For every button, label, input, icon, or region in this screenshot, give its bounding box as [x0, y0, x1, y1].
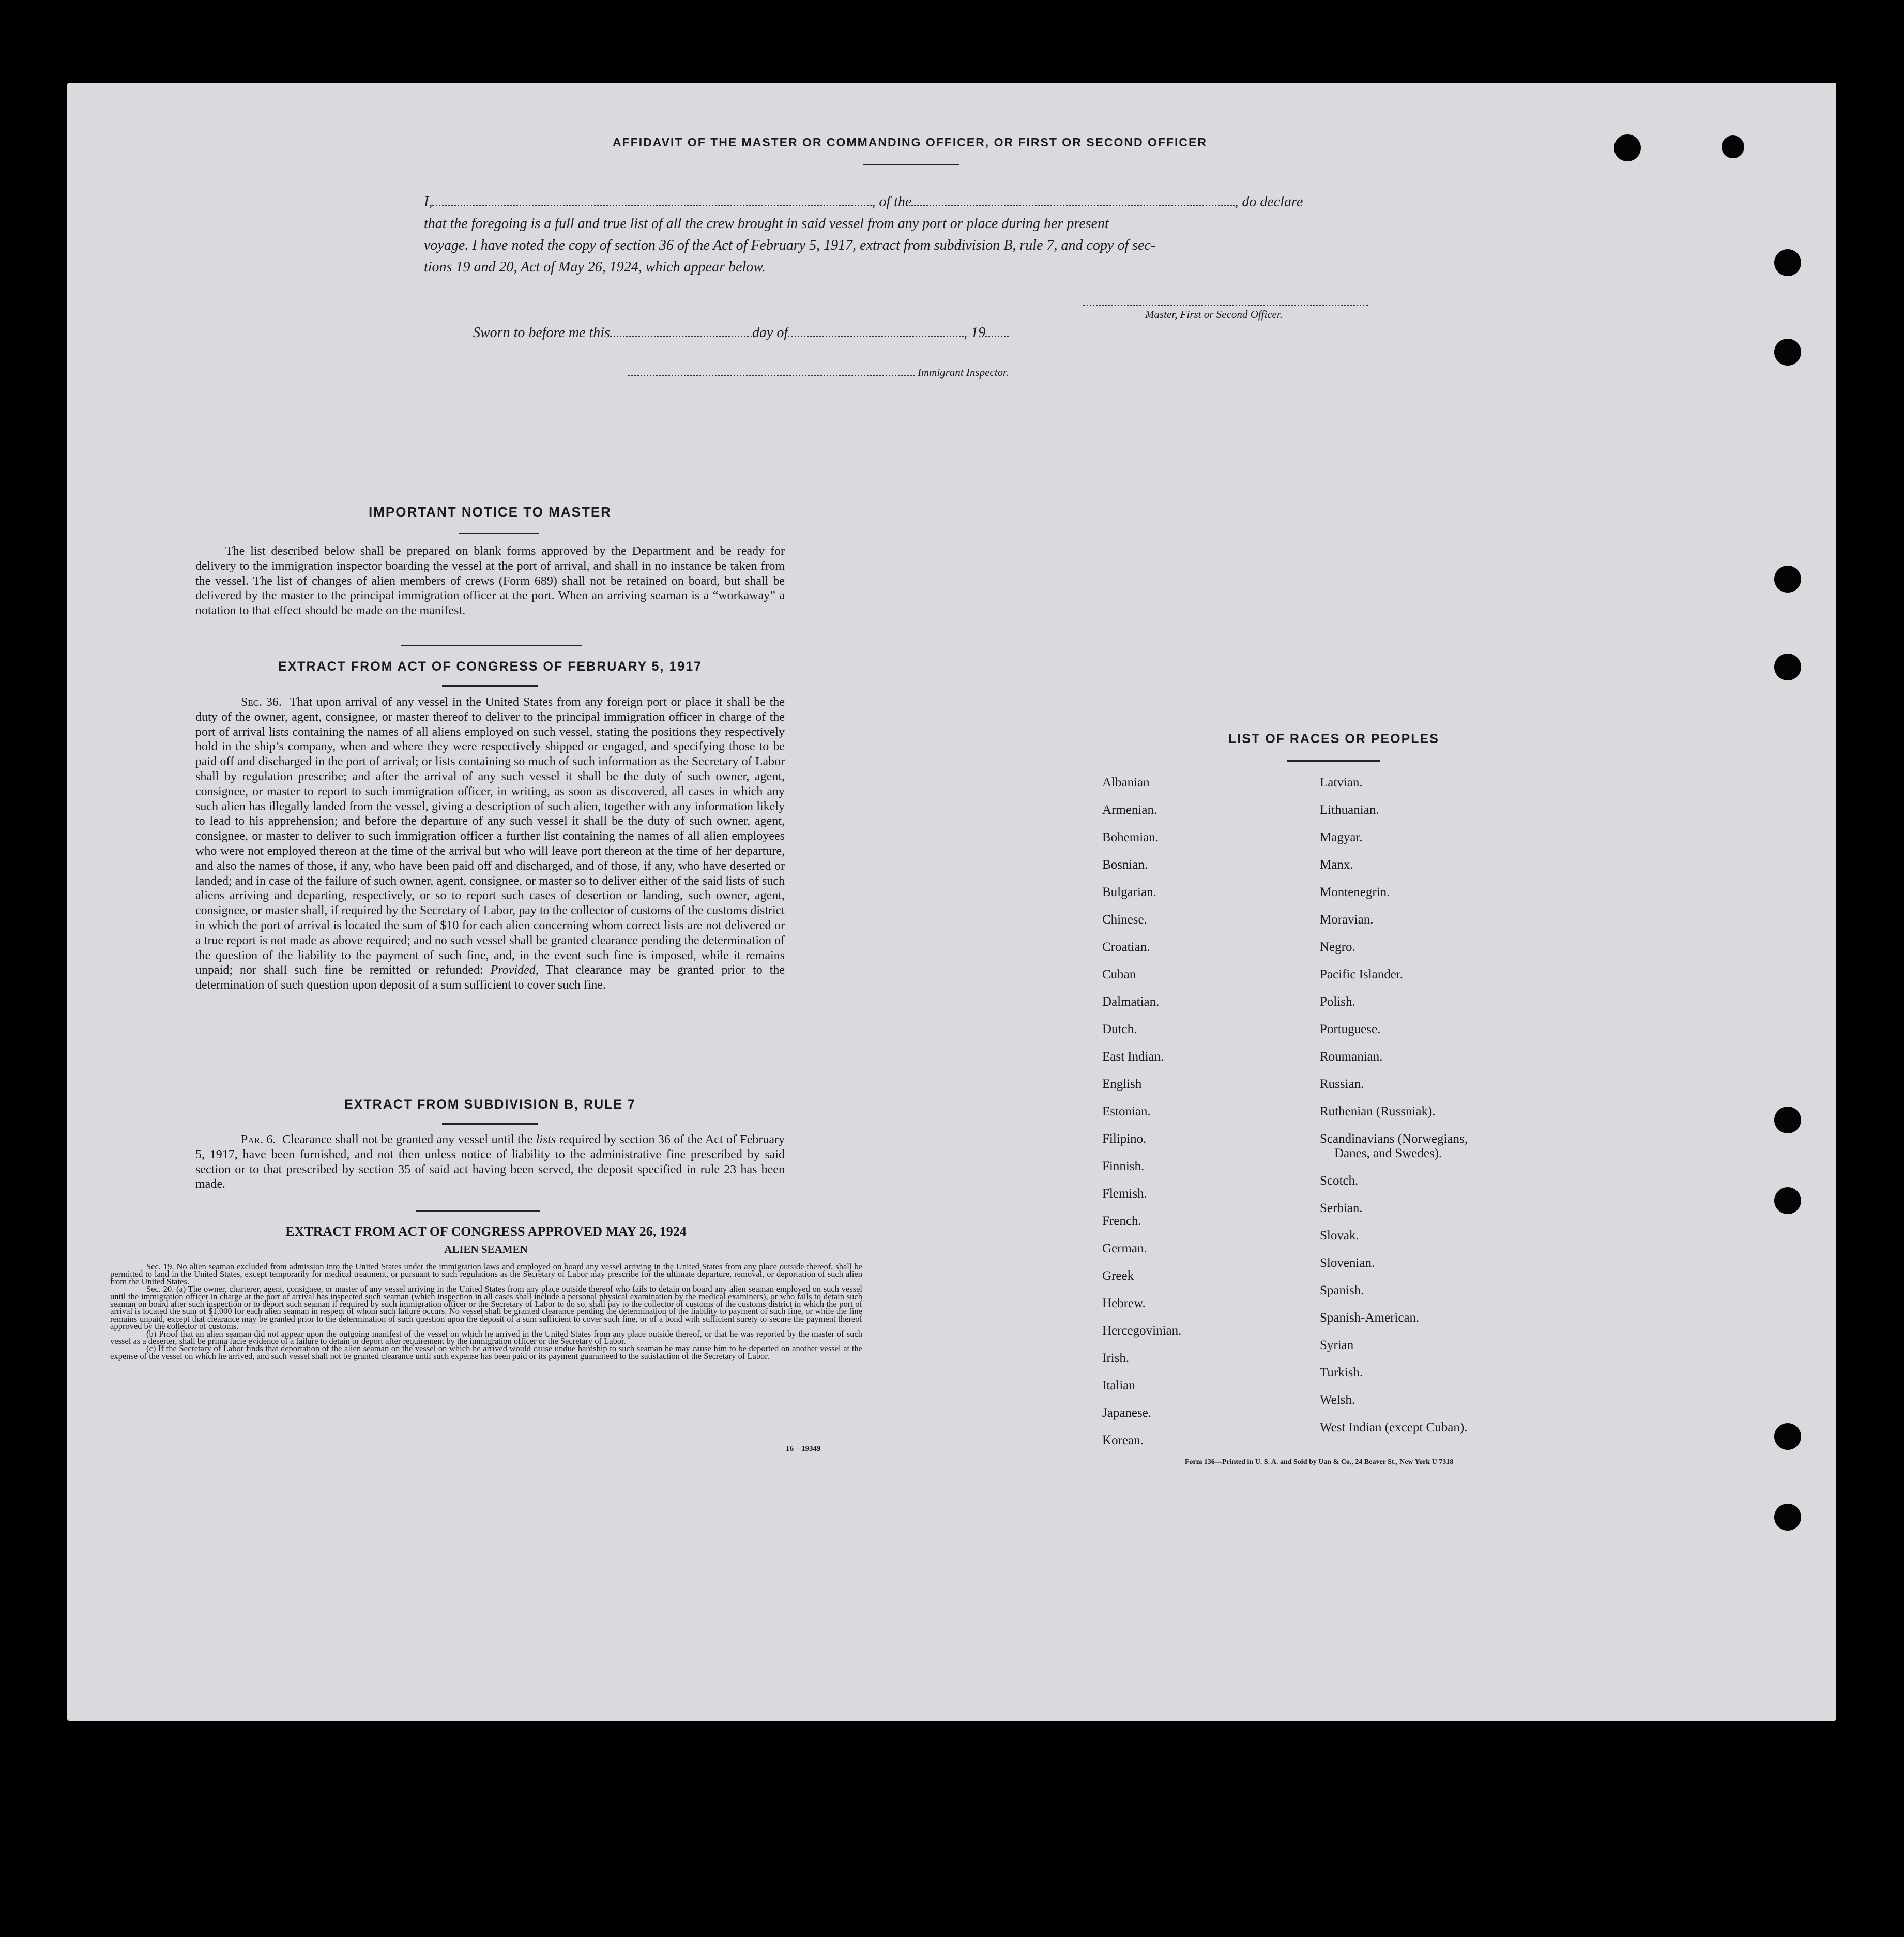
- race-item: Dalmatian.: [1102, 995, 1160, 1009]
- race-item: Russian.: [1320, 1077, 1364, 1091]
- section-20c-text: (c) If the Secretary of Labor finds that deportation of the alien seaman on the vessel on which he arrived would cause undue hardship to such seaman he may cause him to be deported on another vessel at the expense of the vessel on which he arrived, and such vessel shall not be granted clearance until such expense has been paid or its payment guaranteed to the satisfaction of the Secretary of Labor.: [110, 1343, 862, 1361]
- divider: [442, 1123, 538, 1125]
- race-item: Finnish.: [1102, 1159, 1145, 1173]
- race-item: Manx.: [1320, 858, 1353, 872]
- notice-title: IMPORTANT NOTICE TO MASTER: [369, 504, 612, 520]
- punch-hole: [1774, 1423, 1801, 1450]
- divider: [863, 164, 959, 165]
- race-item: Flemish.: [1102, 1187, 1147, 1201]
- divider: [416, 1210, 540, 1212]
- declaration-line: voyage. I have noted the copy of section 36 of the Act of February 5, 1917, extract from subdivision B, rule 7, and copy of sec-: [424, 237, 1156, 253]
- race-item: Bulgarian.: [1102, 885, 1156, 899]
- sworn-label: Sworn to before me this: [473, 325, 610, 341]
- race-item: Armenian.: [1102, 803, 1157, 817]
- race-item: Bosnian.: [1102, 858, 1148, 872]
- divider: [459, 533, 539, 534]
- punch-hole: [1774, 1504, 1801, 1531]
- of-the-label: , of the: [872, 194, 912, 210]
- race-item: English: [1102, 1077, 1142, 1091]
- affidavit-title: AFFIDAVIT OF THE MASTER OR COMMANDING OFFICER, OR FIRST OR SECOND OFFICER: [613, 135, 1207, 149]
- race-item: Hebrew.: [1102, 1296, 1146, 1310]
- lists-word: lists: [536, 1133, 556, 1146]
- race-item: Slovenian.: [1320, 1256, 1375, 1270]
- do-declare-label: , do declare: [1235, 194, 1303, 210]
- section-36-end: That clearance may be granted prior to the determination of such question upon deposit of a sum sufficient to cover such fine.: [195, 963, 785, 992]
- race-item: Irish.: [1102, 1351, 1130, 1365]
- races-column-2: [1320, 776, 1552, 1448]
- punch-hole: [1774, 566, 1801, 593]
- race-item: Pacific Islander.: [1320, 967, 1404, 981]
- year-field[interactable]: [985, 335, 1009, 337]
- race-item: West Indian (except Cuban).: [1320, 1420, 1468, 1434]
- race-item: Roumanian.: [1320, 1050, 1383, 1064]
- punch-hole: [1722, 135, 1744, 158]
- month-field[interactable]: [788, 335, 964, 337]
- punch-hole: [1774, 1187, 1801, 1214]
- race-item: French.: [1102, 1214, 1141, 1228]
- races-column-1: [1102, 776, 1283, 1461]
- race-item: Hercegovinian.: [1102, 1324, 1182, 1338]
- race-item: Welsh.: [1320, 1393, 1355, 1407]
- race-item: East Indian.: [1102, 1050, 1164, 1064]
- race-item: Spanish-American.: [1320, 1311, 1420, 1325]
- name-field[interactable]: [432, 204, 872, 206]
- vessel-field[interactable]: [911, 204, 1235, 206]
- race-item: Montenegrin.: [1320, 885, 1390, 899]
- race-item: Ruthenian (Russniak).: [1320, 1104, 1436, 1118]
- race-item: Danes, and Swedes).: [1334, 1146, 1442, 1160]
- race-item: Negro.: [1320, 940, 1355, 954]
- inspector-signature-line[interactable]: [628, 374, 915, 376]
- race-item: Portuguese.: [1320, 1022, 1381, 1036]
- race-item: Italian: [1102, 1379, 1135, 1393]
- section-20a-text: Sec. 20. (a) The owner, charterer, agent, consignee, or master of any vessel arriving in the United States from any place outside thereof who fails to detain on board any alien seaman employed on such vessel until the immigration officer in charge at the port of arrival has inspected such seaman (which inspection in all cases shall include a personal physical examination by the medical examiners), or who fails to detain such seaman on board after such inspection or to deport such seaman if required by such immigration officer or the Secretary of Labor to do so, shall pay to the collector of customs of the customs district in which the port of arrival is located the sum of $1,000 for each alien seaman in respect of whom such failure occurs. No vessel shall be granted clearance pending the determination of the liability to payment of such fine, or while the fine remains unpaid, except that clearance may be granted prior to the determination of such question upon the deposit of a sum sufficient to cover such fine, or of a bond with sufficient surety to secure the payment thereof approved by the collector of customs.: [110, 1284, 862, 1331]
- extract-1924-text: [110, 1263, 862, 1360]
- rule7-title: EXTRACT FROM SUBDIVISION B, RULE 7: [344, 1097, 636, 1112]
- race-item: Japanese.: [1102, 1406, 1152, 1420]
- printer-footer: Form 136—Printed in U. S. A. and Sold by Uan & Co., 24 Beaver St., New York U 7318: [1185, 1458, 1454, 1466]
- affidavit-declaration: [424, 191, 1398, 278]
- master-signature-label: Master, First or Second Officer.: [1145, 308, 1283, 321]
- divider: [1287, 760, 1380, 762]
- sworn-line: [473, 325, 1009, 341]
- race-item: Spanish.: [1320, 1283, 1364, 1297]
- notice-text: The list described below shall be prepared on blank forms approved by the Department and be ready for delivery to the immigration inspector boarding the vessel at the port of arrival, and shall in no instance be taken from the vessel. The list of changes of alien members of crews (Form 689) shall not be retained on board, but shall be delivered by the master to the principal immigration officer at the port. When an arriving seaman is a “workaway” a notation to that effect should be made on the manifest.: [195, 544, 785, 618]
- extract-1917-title: EXTRACT FROM ACT OF CONGRESS OF FEBRUARY 5, 1917: [278, 659, 703, 674]
- divider: [401, 645, 582, 646]
- race-item: Turkish.: [1320, 1366, 1363, 1380]
- race-item: Latvian.: [1320, 776, 1363, 790]
- rule7-text-a: Clearance shall not be granted any vessel until the: [282, 1133, 533, 1146]
- par-label: Par. 6.: [241, 1133, 276, 1146]
- punch-hole: [1774, 1107, 1801, 1133]
- section-20b-text: (b) Proof that an alien seaman did not appear upon the outgoing manifest of the vessel on which he arrived in the United States from any place outside thereof, or that he was reported by the master of such vessel as a deserter, shall be prima facie evidence of a failure to detain or deport after requirement by the immigration officer or the Secretary of Labor.: [110, 1328, 862, 1346]
- day-field[interactable]: [610, 335, 752, 337]
- race-item: Syrian: [1320, 1338, 1354, 1352]
- punch-hole: [1774, 654, 1801, 680]
- section-19-text: Sec. 19. No alien seaman excluded from admission into the United States under the immigration laws and employed on board any vessel arriving in the United States from any place outside thereof, shall be permitted to land in the United States, except temporarily for medical treatment, or pursuant to such regulations as the Secretary of Labor may prescribe for the ultimate departure, removal, or deportation of such alien from the United States.: [110, 1262, 862, 1287]
- race-item: German.: [1102, 1242, 1147, 1255]
- race-item: Greek: [1102, 1269, 1134, 1283]
- inspector-label: Immigrant Inspector.: [918, 366, 1009, 379]
- declaration-line: tions 19 and 20, Act of May 26, 1924, which appear below.: [424, 259, 766, 275]
- provided-label: Provided,: [490, 963, 539, 977]
- master-signature-line[interactable]: [1083, 304, 1368, 306]
- race-item: Magyar.: [1320, 830, 1363, 844]
- race-item: Bohemian.: [1102, 830, 1159, 844]
- rule7-text-b: required by section 36 of the Act of February 5, 1917, have been furnished, and not then unless notice of liability to the administrative fine prescribed by said section or to that prescribed by section 35 of said act having been served, the deposit specified in rule 23 has been made.: [195, 1133, 785, 1191]
- form-code: 16—19349: [786, 1445, 821, 1453]
- divider: [442, 685, 538, 687]
- race-item: Serbian.: [1320, 1201, 1363, 1215]
- race-item: Scandinavians (Norwegians,: [1320, 1132, 1468, 1146]
- race-item: Korean.: [1102, 1433, 1144, 1447]
- section-label: Sec. 36.: [241, 695, 282, 709]
- race-item: Scotch.: [1320, 1174, 1359, 1188]
- race-item: Cuban: [1102, 967, 1136, 981]
- race-item: Estonian.: [1102, 1104, 1151, 1118]
- race-item: Albanian: [1102, 776, 1150, 790]
- punch-hole: [1614, 134, 1641, 161]
- races-title: LIST OF RACES OR PEOPLES: [1228, 732, 1439, 746]
- race-item: Chinese.: [1102, 913, 1147, 927]
- race-item: Filipino.: [1102, 1132, 1147, 1146]
- i-label: I,: [424, 194, 433, 210]
- alien-seamen-subtitle: ALIEN SEAMEN: [444, 1243, 528, 1255]
- race-item: Moravian.: [1320, 913, 1374, 927]
- race-item: Slovak.: [1320, 1229, 1359, 1243]
- race-item: Polish.: [1320, 995, 1355, 1009]
- punch-hole: [1774, 339, 1801, 366]
- punch-hole: [1774, 249, 1801, 276]
- declaration-line: that the foregoing is a full and true list of all the crew brought in said vessel from any port or place during her present: [424, 216, 1109, 232]
- race-item: Croatian.: [1102, 940, 1150, 954]
- year-label: , 19: [964, 325, 986, 341]
- extract-1924-title: EXTRACT FROM ACT OF CONGRESS APPROVED MAY 26, 1924: [285, 1224, 687, 1239]
- rule7-text: [195, 1132, 785, 1192]
- day-of-label: day of: [752, 325, 788, 341]
- race-item: Dutch.: [1102, 1022, 1137, 1036]
- extract-1917-text: [195, 695, 785, 993]
- race-item: Lithuanian.: [1320, 803, 1379, 817]
- section-36-text: That upon arrival of any vessel in the United States from any foreign port or place it shall be the duty of the owner, agent, consignee, or master thereof to deliver to the principal immigration officer in charge of the port of arrival lists containing the names of all aliens employed on such vessel, stating the positions they respectively hold in the ship’s company, when and where they were respectively shipped or engaged, and specifying those to be paid off and discharged in the port of arrival; or lists containing so much of such information as the Secretary of Labor shall by regulation prescribe; and after the arrival of any such vessel it shall be the duty of such owner, agent, consignee, or master to report to such immigration officer, in writing, as soon as discovered, all cases in which any such alien has illegally landed from the vessel, giving a description of such alien, together with any information likely to lead to his apprehension; and before the departure of any such vessel it shall be the duty of such owner, agent, consignee, or master to deliver to such immigration officer a further list containing the names of all alien employees who were not employed thereon at the time of the arrival but who will leave port thereon at the time of her departure, and also the names of those, if any, who have been paid off and discharged, and of those, if any, who have deserted or landed; and in case of the failure of such owner, agent, consignee, or master so to deliver either of the said lists of such aliens arriving and departing, respectively, or so to report such cases of desertion or landing, such owner, agent, consignee, or master shall, if required by the Secretary of Labor, pay to the collector of customs of the customs district in which the port of arrival is located the sum of $10 for each alien concerning whom correct lists are not delivered or a true report is not made as above required; and no such vessel shall be granted clearance pending the determination of the question of the liability to the payment of such fine, and, in the event such fine is imposed, while it remains unpaid; nor shall such fine be remitted or refunded:: [195, 695, 785, 977]
